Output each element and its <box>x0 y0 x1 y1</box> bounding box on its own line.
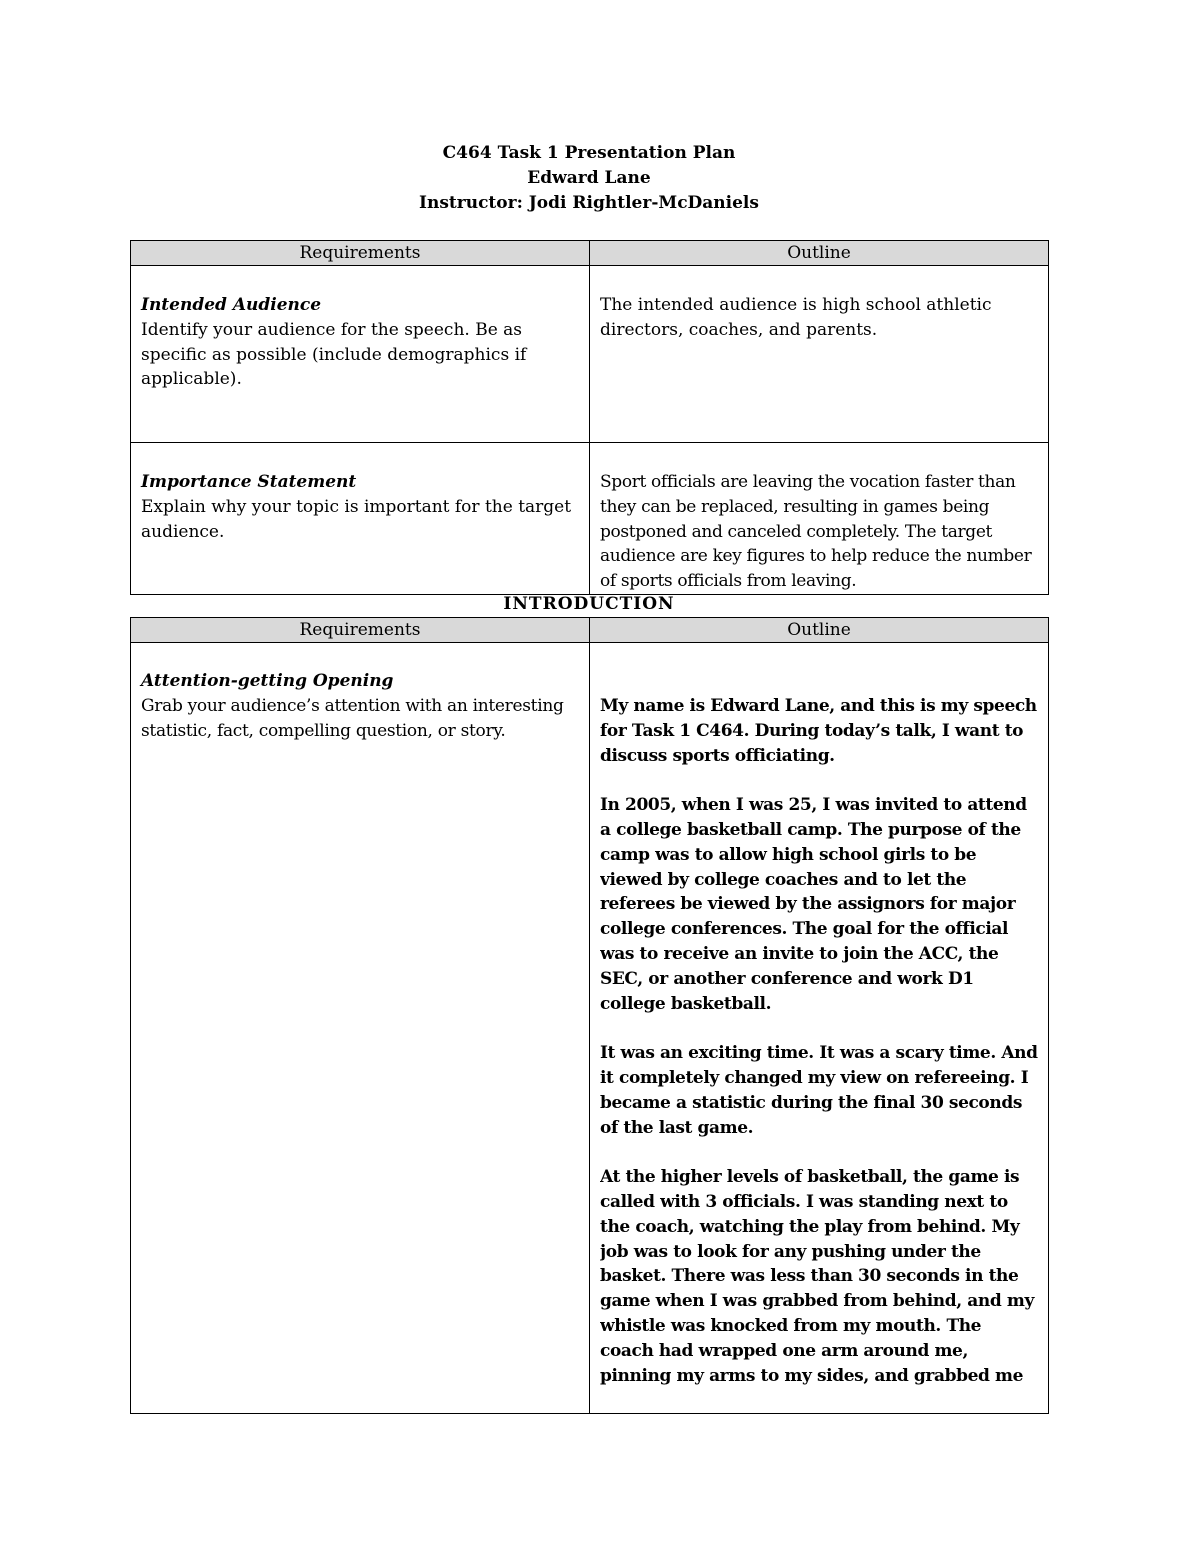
table-header-row <box>131 241 1049 266</box>
column-header-outline: Outline <box>590 618 1049 643</box>
introduction-table <box>130 617 1049 1414</box>
document-title: C464 Task 1 Presentation Plan <box>442 143 736 163</box>
column-header-requirements: Requirements <box>131 618 590 643</box>
author-name: Edward Lane <box>527 168 651 188</box>
column-header-requirements: Requirements <box>131 241 590 266</box>
requirement-title: Importance Statement <box>141 472 357 492</box>
outline-cell: Sport officials are leaving the vocation faster than they can be replaced, resulting in games being postponed and canceled completely. The target audience are key figures to help reduce the number of sports officials from leaving. <box>590 443 1049 595</box>
requirement-cell <box>131 443 590 595</box>
requirement-title: Intended Audience <box>141 295 322 315</box>
table-header-row <box>131 618 1049 643</box>
table-row <box>131 643 1049 1414</box>
requirement-description: Grab your audience’s attention with an interesting statistic, fact, compelling question, or story. <box>141 695 564 741</box>
requirement-title: Attention-getting Opening <box>141 671 394 691</box>
outline-cell <box>590 643 1049 1414</box>
outline-cell: The intended audience is high school athletic directors, coaches, and parents. <box>590 266 1049 443</box>
requirement-description: Identify your audience for the speech. Be as specific as possible (include demographics if applicable). <box>141 319 527 390</box>
requirement-cell <box>131 266 590 443</box>
section-title-introduction: INTRODUCTION <box>503 594 675 614</box>
outline-paragraph: In 2005, when I was 25, I was invited to attend a college basketball camp. The purpose of the camp was to allow high school girls to be viewed by college coaches and to let the referees be viewed by the assignors for major college conferences. The goal for the official was to receive an invite to join the ACC, the SEC, or another conference and work D1 college basketball. <box>600 795 1027 1014</box>
requirement-description: Explain why your topic is important for the target audience. <box>141 496 572 542</box>
plan-table <box>130 240 1049 595</box>
instructor-name: Instructor: Jodi Rightler-McDaniels <box>419 193 759 213</box>
outline-paragraph: At the higher levels of basketball, the game is called with 3 officials. I was standing next to the coach, watching the play from behind. My job was to look for any pushing under the basket. There was less than 30 seconds in the game when I was grabbed from behind, and my whistle was knocked from my mouth. The coach had wrapped one arm around me, pinning my arms to my sides, and grabbed me <box>600 1167 1034 1386</box>
column-header-outline: Outline <box>590 241 1049 266</box>
table-row <box>131 443 1049 595</box>
requirement-cell <box>131 643 590 1414</box>
outline-paragraph: My name is Edward Lane, and this is my speech for Task 1 C464. During today’s talk, I want to discuss sports officiating. <box>600 696 1037 766</box>
speech-outline <box>600 669 1038 1413</box>
outline-paragraph: It was an exciting time. It was a scary time. And it completely changed my view on refereeing. I became a statistic during the final 30 seconds of the last game. <box>600 1043 1038 1138</box>
table-row <box>131 266 1049 443</box>
document-header <box>130 141 1048 216</box>
